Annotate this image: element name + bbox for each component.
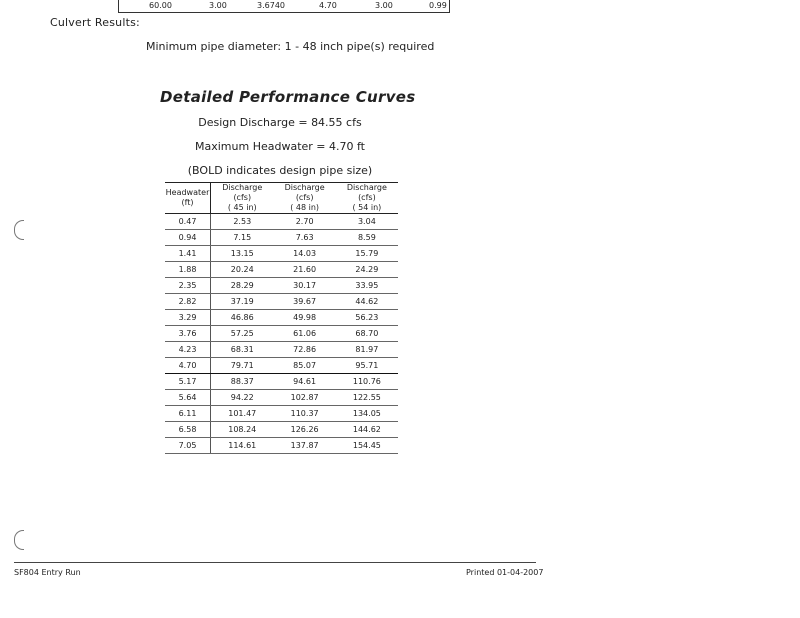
discharge-cell: 21.60: [274, 262, 336, 278]
discharge-cell: 110.76: [336, 374, 398, 390]
headwater-cell: 4.23: [165, 342, 211, 358]
discharge-cell: 14.03: [274, 246, 336, 262]
discharge-cell: 46.86: [211, 310, 274, 326]
discharge-cell: 15.79: [336, 246, 398, 262]
headwater-cell: 6.11: [165, 406, 211, 422]
pipe-size-48: ( 48 in): [274, 203, 336, 214]
discharge-cell: 94.22: [211, 390, 274, 406]
discharge-cell: 57.25: [211, 326, 274, 342]
headwater-cell: 7.05: [165, 438, 211, 454]
culvert-results-label: Culvert Results:: [50, 16, 140, 29]
previous-results-row: [118, 0, 450, 13]
discharge-cell: 2.70: [274, 214, 336, 230]
headwater-cell: 0.47: [165, 214, 211, 230]
discharge-cell: 85.07: [274, 358, 336, 374]
discharge-header: Discharge (cfs): [336, 183, 398, 204]
prev-cell: 0.99: [429, 1, 447, 10]
discharge-cell: 94.61: [274, 374, 336, 390]
discharge-cell: 20.24: [211, 262, 274, 278]
discharge-cell: 72.86: [274, 342, 336, 358]
table-row: [165, 438, 398, 454]
discharge-cell: 88.37: [211, 374, 274, 390]
discharge-cell: 144.62: [336, 422, 398, 438]
table-row: [165, 246, 398, 262]
headwater-cell: 5.17: [165, 374, 211, 390]
discharge-cell: 44.62: [336, 294, 398, 310]
discharge-cell: 137.87: [274, 438, 336, 454]
discharge-cell: 2.53: [211, 214, 274, 230]
design-discharge: Design Discharge = 84.55 cfs: [198, 116, 362, 129]
discharge-cell: 28.29: [211, 278, 274, 294]
table-body: [165, 214, 398, 454]
discharge-cell: 30.17: [274, 278, 336, 294]
max-headwater: Maximum Headwater = 4.70 ft: [195, 140, 365, 153]
discharge-cell: 68.70: [336, 326, 398, 342]
table-row: [165, 278, 398, 294]
table-row-design: [165, 358, 398, 374]
pipe-size-45: ( 45 in): [211, 203, 274, 214]
discharge-cell: 56.23: [336, 310, 398, 326]
discharge-cell: 7.15: [211, 230, 274, 246]
table-row: [165, 214, 398, 230]
discharge-cell: 24.29: [336, 262, 398, 278]
discharge-cell: 114.61: [211, 438, 274, 454]
binder-hole-mark: [14, 220, 24, 240]
headwater-cell: 1.41: [165, 246, 211, 262]
discharge-cell: 81.97: [336, 342, 398, 358]
discharge-cell: 102.87: [274, 390, 336, 406]
discharge-cell: 8.59: [336, 230, 398, 246]
discharge-cell: 68.31: [211, 342, 274, 358]
pipe-size-54: ( 54 in): [336, 203, 398, 214]
discharge-cell: 3.04: [336, 214, 398, 230]
footer-divider: [14, 562, 536, 563]
discharge-cell: 108.24: [211, 422, 274, 438]
table-row: [165, 326, 398, 342]
discharge-cell: 122.55: [336, 390, 398, 406]
headwater-cell: 2.35: [165, 278, 211, 294]
table-row: [165, 422, 398, 438]
headwater-cell: 6.58: [165, 422, 211, 438]
table-row: [165, 230, 398, 246]
table-row: [165, 310, 398, 326]
table-row: [165, 406, 398, 422]
table-row: [165, 374, 398, 390]
performance-table: [165, 182, 398, 454]
headwater-cell: 1.88: [165, 262, 211, 278]
discharge-cell: 134.05: [336, 406, 398, 422]
footer-left-text: SF804 Entry Run: [14, 568, 81, 577]
curves-title: Detailed Performance Curves: [160, 88, 416, 106]
table-row: [165, 262, 398, 278]
discharge-cell: 101.47: [211, 406, 274, 422]
headwater-header: Headwater (ft): [165, 183, 211, 214]
headwater-cell: 3.76: [165, 326, 211, 342]
discharge-cell: 110.37: [274, 406, 336, 422]
headwater-cell: 2.82: [165, 294, 211, 310]
discharge-cell: 33.95: [336, 278, 398, 294]
prev-cell: 4.70: [319, 1, 337, 10]
headwater-cell: 5.64: [165, 390, 211, 406]
minimum-pipe-text: Minimum pipe diameter: 1 - 48 inch pipe(s) required: [146, 40, 435, 53]
table-row: [165, 342, 398, 358]
binder-hole-mark: [14, 530, 24, 550]
discharge-cell: 61.06: [274, 326, 336, 342]
footer-printed-date: Printed 01-04-2007: [466, 568, 544, 577]
discharge-cell: 7.63: [274, 230, 336, 246]
discharge-cell: 154.45: [336, 438, 398, 454]
discharge-cell: 126.26: [274, 422, 336, 438]
discharge-header: Discharge (cfs): [274, 183, 336, 204]
bold-note: (BOLD indicates design pipe size): [187, 164, 373, 177]
headwater-cell: 0.94: [165, 230, 211, 246]
discharge-cell: 37.19: [211, 294, 274, 310]
table-row: [165, 294, 398, 310]
discharge-cell: 13.15: [211, 246, 274, 262]
discharge-header: Discharge (cfs): [211, 183, 274, 204]
prev-cell: 3.00: [209, 1, 227, 10]
headwater-cell: 3.29: [165, 310, 211, 326]
headwater-cell: 4.70: [165, 358, 211, 374]
table-header-row: [165, 183, 398, 204]
table-row: [165, 390, 398, 406]
discharge-cell: 79.71: [211, 358, 274, 374]
prev-cell: 3.6740: [257, 1, 285, 10]
prev-cell: 60.00: [149, 1, 172, 10]
discharge-cell: 49.98: [274, 310, 336, 326]
discharge-cell: 95.71: [336, 358, 398, 374]
discharge-cell: 39.67: [274, 294, 336, 310]
prev-cell: 3.00: [375, 1, 393, 10]
